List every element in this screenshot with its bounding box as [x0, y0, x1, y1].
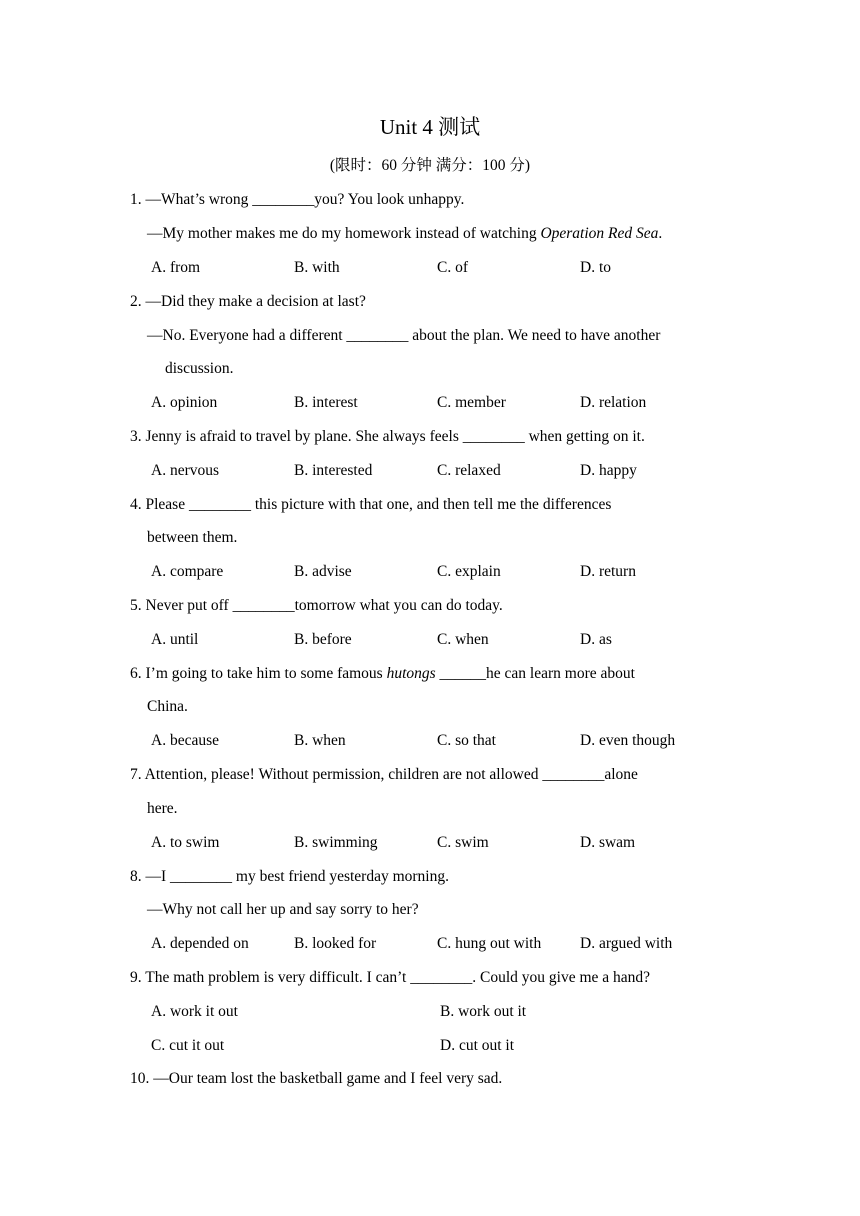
question-1-option-c: C. of [437, 259, 468, 276]
page-title: Unit 4 测试 [379, 115, 481, 139]
question-8-option-d: D. argued with [580, 935, 673, 952]
question-4-option-b: B. advise [294, 563, 352, 580]
question-9-stem: 9. The math problem is very difficult. I can’t ________. Could you give me a hand? [130, 969, 651, 986]
question-8-option-b: B. looked for [294, 935, 377, 952]
question-8-option-c: C. hung out with [437, 935, 542, 952]
question-1-option-a: A. from [151, 259, 201, 276]
question-9-option-a: A. work it out [151, 1003, 238, 1020]
question-6-option-c: C. so that [437, 732, 496, 749]
question-4-option-d: D. return [580, 563, 636, 580]
question-6-option-a: A. because [151, 732, 219, 749]
question-1-stem: 1. —What’s wrong ________you? You look unhappy. [130, 191, 465, 208]
question-2-response-cont: discussion. [165, 360, 234, 377]
question-4-option-c: C. explain [437, 563, 501, 580]
question-6-stem: 6. I’m going to take him to some famous hutongs ______he can learn more about [130, 665, 635, 682]
question-4-stem: 4. Please ________ this picture with that one, and then tell me the differences [130, 496, 612, 513]
question-8-response: —Why not call her up and say sorry to her? [147, 901, 419, 918]
question-3-option-b: B. interested [294, 462, 373, 479]
question-6-stem-cont: China. [147, 698, 188, 715]
question-7-stem-cont: here. [147, 800, 178, 817]
question-2-response: —No. Everyone had a different ________ about the plan. We need to have another [147, 327, 661, 344]
question-1-option-d: D. to [580, 259, 611, 276]
question-2-option-b: B. interest [294, 394, 358, 411]
question-2-option-c: C. member [437, 394, 506, 411]
question-2-option-d: D. relation [580, 394, 647, 411]
question-7-option-b: B. swimming [294, 834, 378, 851]
page-subtitle: (限时：60 分钟 满分：100 分) [329, 157, 531, 174]
question-7-stem: 7. Attention, please! Without permission, children are not allowed ________alone [130, 766, 638, 783]
question-8-stem: 8. —I ________ my best friend yesterday morning. [130, 868, 449, 885]
question-9-option-d: D. cut out it [440, 1037, 515, 1054]
question-6-option-d: D. even though [580, 732, 676, 749]
question-7-option-d: D. swam [580, 834, 636, 851]
question-5-option-b: B. before [294, 631, 352, 648]
question-3-option-d: D. happy [580, 462, 637, 479]
question-5-stem: 5. Never put off ________tomorrow what you can do today. [130, 597, 503, 614]
question-9-option-c: C. cut it out [151, 1037, 225, 1054]
question-9-option-b: B. work out it [440, 1003, 527, 1020]
question-8-option-a: A. depended on [151, 935, 249, 952]
question-1-option-b: B. with [294, 259, 340, 276]
question-7-option-a: A. to swim [151, 834, 220, 851]
question-7-option-c: C. swim [437, 834, 489, 851]
question-3-stem: 3. Jenny is afraid to travel by plane. She always feels ________ when getting on it. [130, 428, 645, 445]
question-5-option-d: D. as [580, 631, 612, 648]
question-4-option-a: A. compare [151, 563, 224, 580]
question-10-stem: 10. —Our team lost the basketball game and I feel very sad. [130, 1070, 503, 1087]
question-1-response: —My mother makes me do my homework instead of watching Operation Red Sea. [147, 225, 663, 242]
question-3-option-c: C. relaxed [437, 462, 501, 479]
question-5-option-a: A. until [151, 631, 199, 648]
question-5-option-c: C. when [437, 631, 489, 648]
question-6-option-b: B. when [294, 732, 346, 749]
question-4-stem-cont: between them. [147, 529, 238, 546]
question-3-option-a: A. nervous [151, 462, 220, 479]
question-2-stem: 2. —Did they make a decision at last? [130, 293, 366, 310]
question-2-option-a: A. opinion [151, 394, 218, 411]
